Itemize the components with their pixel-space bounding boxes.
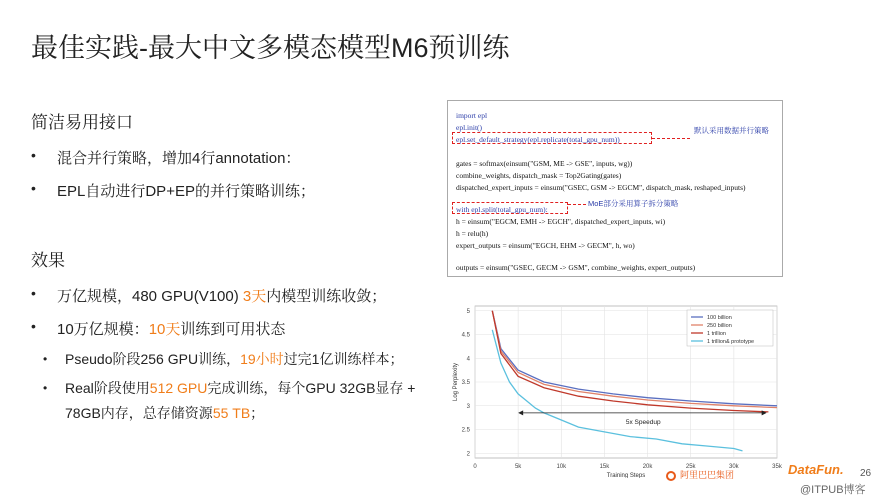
dashed-highlight-replicate xyxy=(452,132,652,144)
text-segment: Real阶段使用 xyxy=(65,380,150,396)
code-line: import epl xyxy=(456,111,488,120)
note-moe-split: MoE部分采用算子拆分策略 xyxy=(588,199,679,208)
bullet-hybrid-parallel: • 混合并行策略，增加4行annotation： xyxy=(31,147,431,168)
x-tick-label: 5k xyxy=(514,464,522,470)
legend-label: 100 billion xyxy=(707,315,732,321)
text-segment: Pseudo阶段256 GPU训练， xyxy=(65,351,241,367)
dashed-highlight-split xyxy=(452,202,568,214)
y-tick-label: 3 xyxy=(466,403,470,410)
sub-bullet-real-stage xyxy=(31,376,431,426)
code-line: gates = softmax(einsum("GSM, ME -> GSE", inputs, wg)) xyxy=(456,159,633,168)
x-tick-label: 15k xyxy=(599,464,610,470)
code-line: h = einsum("EGCM, EMH -> EGCH", dispatched_expert_inputs, wi) xyxy=(456,217,666,226)
text-segment: 完成训练，每个GPU 32GB显存 + 78GB内存，总存储资源 xyxy=(65,380,416,421)
y-tick-label: 2 xyxy=(466,451,470,458)
datafun-logo: DataFun. xyxy=(788,462,844,477)
bullet-ten-trillion-scale xyxy=(31,318,431,339)
highlight-10-days: 10天 xyxy=(148,321,181,338)
page-number: 26 xyxy=(860,468,872,479)
x-axis-label: Training Steps xyxy=(606,473,646,478)
y-axis-label: Log Perplexity xyxy=(453,362,459,402)
slide-title: 最佳实践-最大中文多模态模型M6预训练 xyxy=(31,33,510,63)
y-tick-label: 2.5 xyxy=(461,427,470,434)
legend-label: 1 trillion& prototype xyxy=(707,339,755,345)
section-heading-results: 效果 xyxy=(31,251,65,270)
text-segment: 训练到可用状态 xyxy=(180,321,286,338)
alibaba-mark-icon xyxy=(666,471,676,481)
x-tick-label: 30k xyxy=(729,464,739,470)
note-data-parallel: 默认采用数据并行策略 xyxy=(694,126,769,135)
watermark: @ITPUB博客 xyxy=(800,484,866,496)
perplexity-chart xyxy=(447,298,783,478)
sub-bullet-pseudo-stage xyxy=(31,347,431,372)
text-segment: 内模型训练收敛； xyxy=(266,288,387,305)
text-segment: 万亿规模，480 GPU(V100) xyxy=(57,288,243,305)
connector-line xyxy=(652,138,690,139)
x-tick-label: 35k xyxy=(772,464,782,470)
bullet-epl-auto: • EPL自动进行DP+EP的并行策略训练； xyxy=(31,180,431,201)
y-tick-label: 4.5 xyxy=(461,332,470,339)
bullet-trillion-scale xyxy=(31,285,431,306)
y-tick-label: 5 xyxy=(466,308,470,315)
code-snippet-box xyxy=(447,100,783,277)
company-name: 阿里巴巴集团 xyxy=(680,470,735,480)
text-segment: ； xyxy=(250,405,265,421)
x-tick-label: 20k xyxy=(642,464,653,470)
code-line: combine_weights, dispatch_mask = Top2Gating(gates) xyxy=(456,171,622,180)
text-segment: 10万亿规模： xyxy=(57,321,149,338)
y-tick-label: 3.5 xyxy=(461,380,470,386)
code-line: with epl.split(total_gpu_num): xyxy=(456,205,548,214)
speedup-label: 5x Speedup xyxy=(625,418,661,426)
highlight-512-gpu: 512 GPU xyxy=(149,380,208,396)
code-line: outputs = einsum("GSEC, GECM -> GSM", combine_weights, expert_outputs) xyxy=(456,263,696,272)
x-tick-label: 10k xyxy=(556,464,567,470)
y-tick-label: 4 xyxy=(466,356,470,363)
code-line: expert_outputs = einsum("EGCH, EHM -> GECM", h, wo) xyxy=(456,241,635,250)
code-line: epl.set_default_strategy(epl.replicate(total_gpu_num)) xyxy=(456,135,620,144)
x-tick-label: 25k xyxy=(685,464,696,470)
legend-label: 250 billion xyxy=(707,323,732,329)
code-line: epl.init() xyxy=(456,123,483,132)
highlight-19-hours: 19小时 xyxy=(240,351,284,367)
highlight-3-days: 3天 xyxy=(242,288,267,305)
alibaba-logo xyxy=(666,468,734,481)
section-heading-interface: 简洁易用接口 xyxy=(31,113,133,132)
x-tick-label: 0 xyxy=(473,464,477,470)
code-line: dispatched_expert_inputs = einsum("GSEC, GSM -> EGCM", dispatch_mask, reshaped_inputs) xyxy=(456,183,746,192)
text-segment: 过完1亿训练样本； xyxy=(283,351,404,367)
connector-line xyxy=(568,204,586,205)
left-column xyxy=(31,108,431,426)
code-line: h = relu(h) xyxy=(456,229,489,238)
highlight-55-tb: 55 TB xyxy=(212,405,251,421)
legend-label: 1 trillion xyxy=(707,331,726,337)
